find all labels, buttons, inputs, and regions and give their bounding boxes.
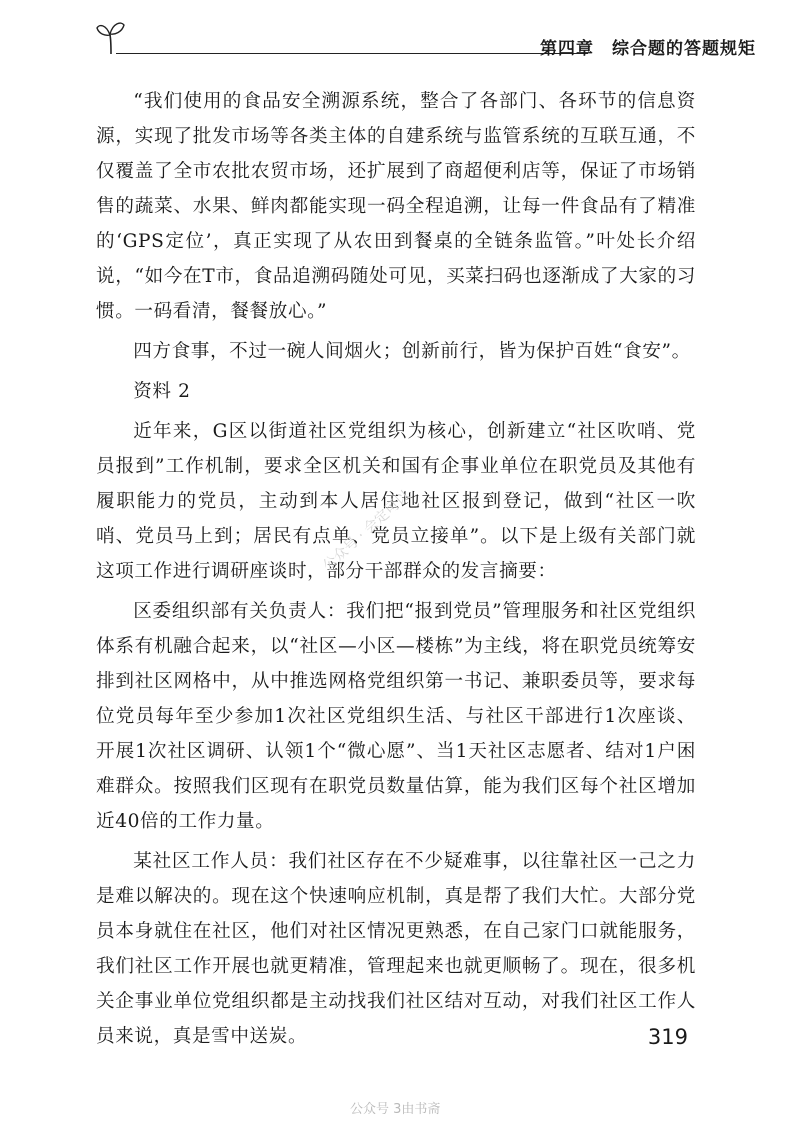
running-header bbox=[96, 18, 756, 58]
header-rule bbox=[116, 53, 588, 54]
page-number: 319 bbox=[647, 1025, 688, 1049]
watermark-diagonal: 公众号 · 会定可以 bbox=[320, 487, 414, 575]
section-label: 资料 2 bbox=[133, 381, 191, 402]
paragraph-quote: “我们使用的食品安全溯源系统，整合了各部门、各环节的信息资源，实现了批发市场等各类主体的自建系统与监管系统的互联互通，不仅覆盖了全市农批农贸市场，还扩展到了商超便利店等，保证了市场销售的蔬菜、水果、鲜肉都能实现一码全程追溯，让每一件食品有了精准的‘GPS定位’，真正实现了从农田到餐桌的全链条监管。”叶处长介绍说，“如今在T市，食品追溯码随处可见，买菜扫码也逐渐成了大家的习惯。一码看清，餐餐放心。” bbox=[96, 91, 696, 322]
chapter-title: 第四章 综合题的答题规矩 bbox=[540, 39, 756, 59]
paragraph-organization-dept: 区委组织部有关负责人：我们把“报到党员”管理服务和社区党组织体系有机融合起来，以“社区—小区—楼栋”为主线，将在职党员统筹安排到社区网格中，从中推选网格党组织第一书记、兼职委员等，要求每位党员每年至少参加1次社区党组织生活、与社区干部进行1次座谈、开展1次社区调研、认领1个“微心愿”、当1天社区志愿者、结对1户困难群众。按照我们区现有在职党员数量估算，能为我们区每个社区增加近40倍的工作力量。 bbox=[96, 601, 696, 832]
paragraph-summary: 四方食事，不过一碗人间烟火；创新前行，皆为保护百姓“食安”。 bbox=[133, 341, 691, 362]
sprout-icon bbox=[96, 18, 126, 54]
watermark-bottom: 公众号 3由书斋 bbox=[350, 1102, 441, 1117]
paragraph-intro: 近年来，G区以街道社区党组织为核心，创新建立“社区吹哨、党员报到”工作机制，要求全区机关和国有企事业单位在职党员及其他有履职能力的党员，主动到本人居住地社区报到登记，做到“社区一吹哨、党员马上到；居民有点单、党员立接单”。以下是上级有关部门就这项工作进行调研座谈时，部分干部群众的发言摘要： bbox=[96, 421, 696, 582]
paragraph-community-worker: 某社区工作人员：我们社区存在不少疑难事，以往靠社区一己之力是难以解决的。现在这个快速响应机制，真是帮了我们大忙。大部分党员本身就住在社区，他们对社区情况更熟悉，在自己家门口就能服务，我们社区工作开展也就更精准，管理起来也就更顺畅了。现在，很多机关企事业单位党组织都是主动找我们社区结对互动，对我们社区工作人员来说，真是雪中送炭。 bbox=[96, 851, 696, 1047]
page-body bbox=[96, 84, 696, 1054]
